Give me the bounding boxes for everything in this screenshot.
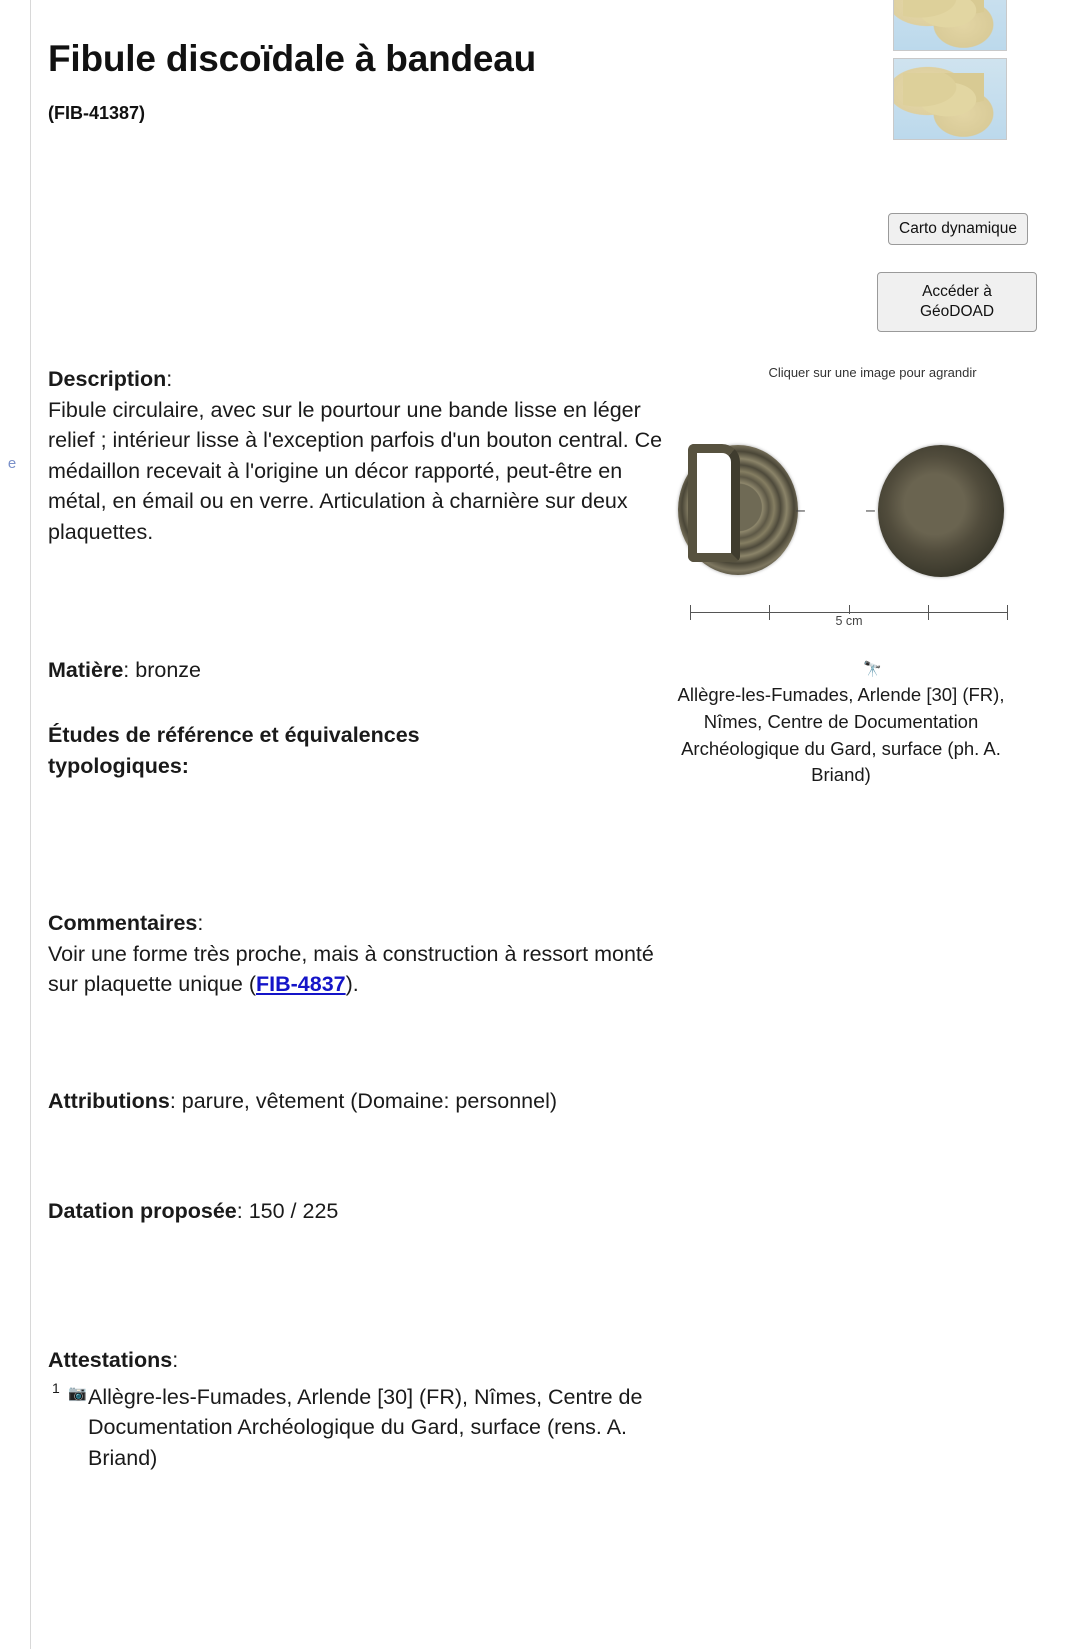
- map-thumbnails: [893, 0, 1007, 147]
- map-thumbnail-3[interactable]: [893, 58, 1007, 140]
- microscope-icon[interactable]: 🔭: [863, 661, 882, 678]
- attestations-label: Attestations: [48, 1348, 173, 1372]
- scale-bar: [690, 602, 1008, 628]
- page-title: Fibule discoïdale à bandeau: [48, 38, 537, 79]
- datation-label: Datation proposée: [48, 1199, 237, 1223]
- description-text: Fibule circulaire, avec sur le pourtour une bande lisse en léger relief ; intérieur lisse à l'exception parfois d'un bouton central. Ce médaillon recevait à l'origine un décor rapporté, peut-être en métal, en émail ou en verre. Articulation à charnière sur deux plaquettes.: [48, 397, 663, 544]
- matiere-block: [48, 655, 663, 686]
- attestations-colon: :: [172, 1348, 179, 1372]
- commentaires-label: Commentaires: [48, 911, 198, 935]
- matiere-value: : bronze: [123, 658, 201, 682]
- description-colon: :: [166, 367, 173, 391]
- attestations-list: [48, 1379, 648, 1474]
- attributions-label: Attributions: [48, 1089, 170, 1113]
- description-label: Description: [48, 367, 167, 391]
- fibule-reference-link[interactable]: FIB-4837: [255, 972, 346, 997]
- etudes-label: Études de référence et équivalences typologiques: [48, 723, 420, 778]
- commentaires-colon: :: [197, 911, 204, 935]
- artifact-photo-image[interactable]: [678, 440, 1008, 595]
- commentaires-block: [48, 908, 663, 1000]
- left-margin-rule: [30, 0, 31, 1649]
- photo-divider-2: –: [866, 502, 875, 519]
- photo-divider-1: –: [796, 502, 805, 519]
- artifact-photo[interactable]: [678, 440, 1008, 628]
- scale-label: 5 cm: [831, 614, 866, 628]
- map-thumbnail-2[interactable]: [893, 0, 1007, 51]
- attestation-number: 1: [52, 1379, 60, 1396]
- commentaires-text-after: ).: [345, 972, 359, 997]
- photo-caption: Allègre-les-Fumades, Arlende [30] (FR), Nîmes, Centre de Documentation Archéologique du Gard, surface (ph. A. Briand): [677, 684, 1005, 786]
- document-header: [48, 0, 658, 124]
- list-item: [48, 1379, 648, 1474]
- commentaires-text-before: Voir une forme très proche, mais à construction à ressort monté sur plaquette unique (: [48, 941, 654, 997]
- etudes-block: [48, 720, 528, 781]
- etudes-colon: :: [181, 753, 189, 778]
- datation-block: [48, 1196, 608, 1227]
- image-hint-text: Cliquer sur une image pour agrandir: [768, 365, 977, 380]
- matiere-label: Matière: [48, 658, 124, 682]
- attestation-text: Allègre-les-Fumades, Arlende [30] (FR), Nîmes, Centre de Documentation Archéologique du Gard, surface (rens. A. Briand): [88, 1384, 643, 1470]
- fibula-back-view: [878, 445, 1004, 577]
- datation-value: : 150 / 225: [236, 1199, 339, 1223]
- gutter-letter: e: [7, 455, 17, 472]
- attestations-block: [48, 1345, 648, 1473]
- attributions-block: [48, 1086, 608, 1117]
- camera-icon[interactable]: 📷: [68, 1384, 87, 1402]
- description-block: [48, 364, 663, 547]
- attributions-value: : parure, vêtement (Domaine: personnel): [169, 1089, 558, 1113]
- carto-dynamique-button[interactable]: Carto dynamique: [888, 213, 1028, 245]
- acceder-geodoad-button[interactable]: Accéder à GéoDOAD: [877, 272, 1037, 332]
- page-reference: (FIB-41387): [48, 102, 146, 123]
